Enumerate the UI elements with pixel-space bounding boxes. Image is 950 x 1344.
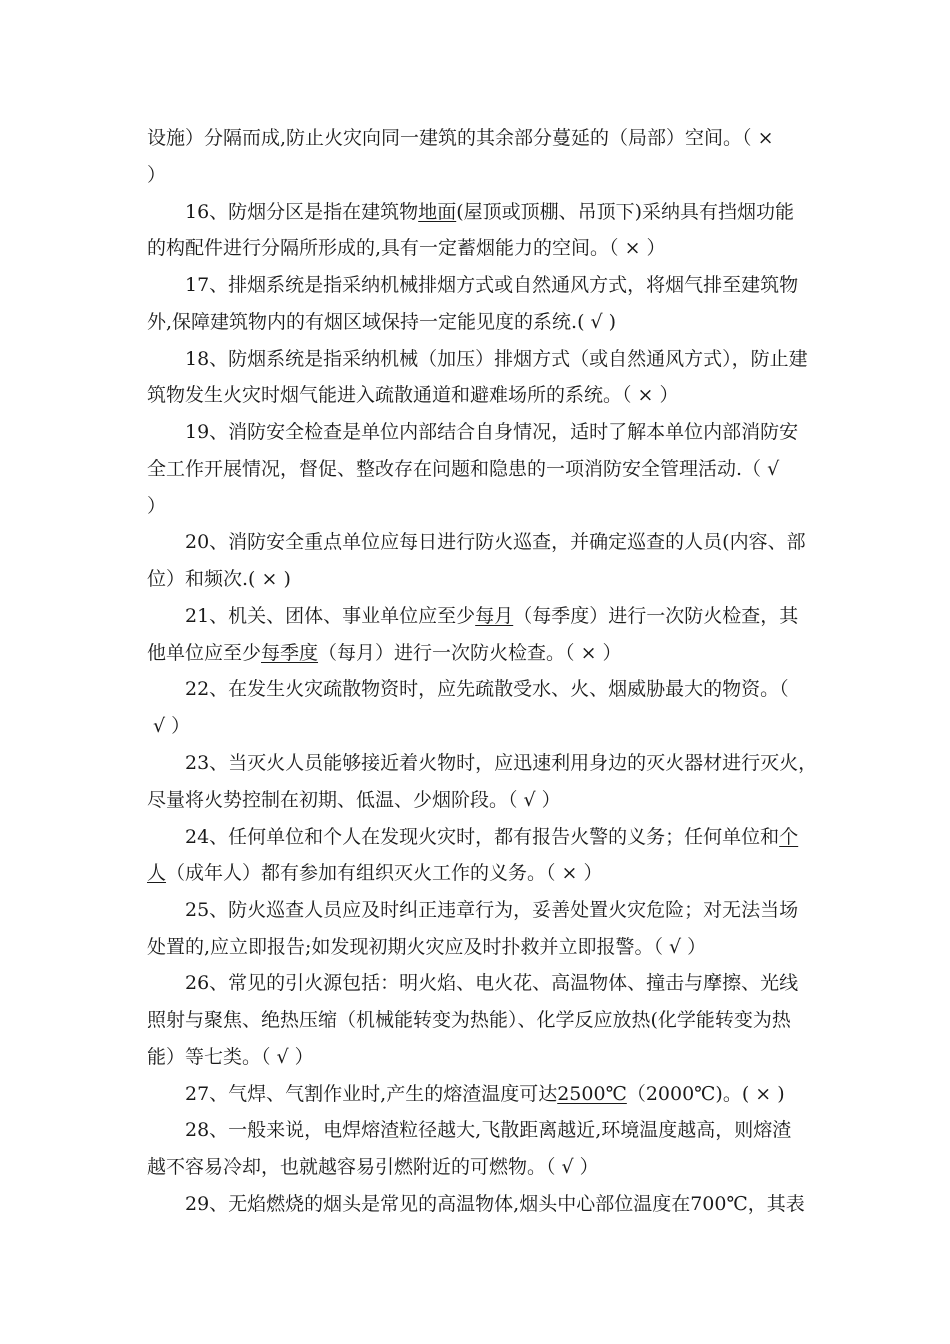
text-segment: 19、消防安全检查是单位内部结合自身情况，适时了解本单位内部消防安 — [185, 421, 799, 443]
text-segment: （成年人）都有参加有组织灭火工作的义务。（ × ） — [166, 862, 603, 884]
underlined-text: 地面 — [418, 201, 457, 223]
underlined-text: 人 — [147, 862, 167, 884]
text-line — [147, 126, 780, 150]
question-25-line — [185, 898, 798, 922]
question-16-line — [185, 200, 794, 224]
question-27-line — [185, 1082, 785, 1106]
underlined-text: 每季度 — [261, 642, 319, 664]
text-segment: 24、任何单位和个人在发现火灾时，都有报告火警的义务；任何单位和 — [185, 826, 780, 848]
text-line — [147, 861, 603, 885]
text-segment: 22、在发生火灾疏散物资时，应先疏散受水、火、烟威胁最大的物资。（ — [185, 678, 789, 700]
question-22-line — [185, 677, 789, 701]
text-segment: 越不容易冷却，也就越容易引燃附近的可燃物。（ √ ） — [147, 1156, 599, 1178]
text-line — [147, 310, 616, 334]
text-line — [147, 1045, 314, 1069]
text-segment: 29、无焰燃烧的烟头是常见的高温物体,烟头中心部位温度在700℃，其表 — [185, 1193, 805, 1215]
text-segment: √ ） — [147, 715, 191, 737]
question-20-line — [185, 530, 806, 554]
text-line — [147, 494, 166, 518]
text-segment: 照射与聚焦、绝热压缩（机械能转变为热能）、化学反应放热(化学能转变为热 — [147, 1009, 791, 1031]
text-segment: 18、防烟系统是指采纳机械（加压）排烟方式（或自然通风方式），防止建 — [185, 348, 808, 370]
text-segment: 21、机关、团体、事业单位应至少 — [185, 605, 476, 627]
text-line — [147, 714, 190, 738]
question-21-line — [185, 604, 798, 628]
text-segment: 位）和频次.( × ) — [147, 568, 291, 590]
question-23-line — [185, 751, 817, 775]
question-17-line — [185, 273, 798, 297]
text-segment: 尽量将火势控制在初期、低温、少烟阶段。（ √ ） — [147, 789, 561, 811]
text-segment: 能）等七类。（ √ ） — [147, 1046, 314, 1068]
text-line — [147, 457, 779, 481]
text-segment: 的构配件进行分隔所形成的,具有一定蓄烟能力的空间。（ × ） — [147, 237, 666, 259]
text-segment: （2000℃)。( × ) — [626, 1083, 785, 1105]
text-segment: 全工作开展情况，督促、整改存在问题和隐患的一项消防安全管理活动.（ √ — [147, 458, 780, 480]
underlined-text: 每月 — [475, 605, 514, 627]
text-line — [147, 1155, 599, 1179]
text-line — [147, 236, 666, 260]
text-segment: ） — [147, 495, 167, 517]
text-segment: 处置的,应立即报告;如发现初期火灾应及时扑救并立即报警。（ √ ） — [147, 936, 707, 958]
text-line — [147, 641, 622, 665]
text-segment: 外,保障建筑物内的有烟区域保持一定能见度的系统.( √ ) — [147, 311, 617, 333]
question-24-line — [185, 825, 798, 849]
question-29-line — [185, 1192, 805, 1216]
text-segment: 26、常见的引火源包括：明火焰、电火花、高温物体、撞击与摩擦、光线 — [185, 972, 799, 994]
text-line — [147, 163, 166, 187]
text-segment: 23、当灭火人员能够接近着火物时，应迅速利用身边的灭火器材进行灭火， — [185, 752, 818, 774]
text-segment: 28、一般来说，电焊熔渣粒径越大,飞散距离越近,环境温度越高，则熔渣 — [185, 1119, 792, 1141]
text-segment: 筑物发生火灾时烟气能进入疏散通道和避难场所的系统。（ × ） — [147, 384, 679, 406]
text-segment: 设施）分隔而成,防止火灾向同一建筑的其余部分蔓延的（局部）空间。（ × — [147, 127, 780, 149]
question-26-line — [185, 971, 798, 995]
text-segment: 17、排烟系统是指采纳机械排烟方式或自然通风方式，将烟气排至建筑物 — [185, 274, 799, 296]
question-18-line — [185, 347, 808, 371]
text-segment: 20、消防安全重点单位应每日进行防火巡查，并确定巡查的人员(内容、部 — [185, 531, 806, 553]
text-line — [147, 935, 706, 959]
text-line — [147, 1008, 791, 1032]
text-segment: (屋顶或顶棚、吊顶下)采纳具有挡烟功能 — [456, 201, 795, 223]
text-segment: 25、防火巡查人员应及时纠正违章行为，妥善处置火灾危险；对无法当场 — [185, 899, 799, 921]
text-segment: 27、气焊、气割作业时,产生的熔渣温度可达 — [185, 1083, 558, 1105]
text-segment: （每季度）进行一次防火检查，其 — [513, 605, 799, 627]
text-line — [147, 788, 561, 812]
question-19-line — [185, 420, 798, 444]
question-28-line — [185, 1118, 791, 1142]
text-segment: 16、防烟分区是指在建筑物 — [185, 201, 419, 223]
text-segment: 他单位应至少 — [147, 642, 262, 664]
text-segment: ） — [147, 164, 167, 186]
text-line — [147, 567, 291, 591]
underlined-text: 个 — [779, 826, 799, 848]
text-segment: （每月）进行一次防火检查。（ × ） — [318, 642, 622, 664]
underlined-text: 2500℃ — [557, 1083, 627, 1105]
text-line — [147, 383, 679, 407]
